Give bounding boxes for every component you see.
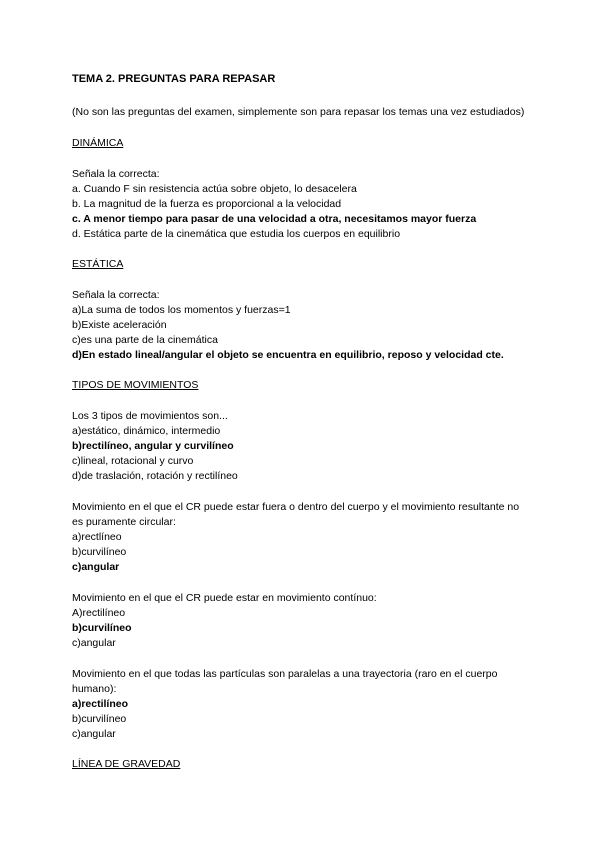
option-d-correct: d)En estado lineal/angular el objeto se encuentra en equilibrio, reposo y velocidad cte.	[72, 349, 504, 361]
option-a: a)estático, dinámico, intermedio	[72, 425, 221, 437]
question-prompt: Señala la correcta:	[72, 289, 160, 301]
option-a-correct: a)rectilíneo	[72, 698, 129, 710]
option-c-correct: c. A menor tiempo para pasar de una velocidad a otra, necesitamos mayor fuerza	[72, 213, 477, 225]
question-tipos-3	[72, 591, 532, 651]
option-d: d)de traslación, rotación y rectilíneo	[72, 470, 238, 482]
question-prompt: Señala la correcta:	[72, 168, 160, 180]
option-c: c)lineal, rotacional y curvo	[72, 455, 194, 467]
option-a: a)rectlíneo	[72, 531, 122, 543]
question-prompt: Movimiento en el que el CR puede estar en movimiento contínuo:	[72, 592, 377, 604]
section-heading-estatica: ESTÁTICA	[72, 258, 124, 270]
question-prompt: Movimiento en el que el CR puede estar fuera o dentro del cuerpo y el movimiento resultante no es puramente circular:	[72, 501, 520, 528]
option-d: d. Estática parte de la cinemática que estudia los cuerpos en equilibrio	[72, 228, 401, 240]
option-b-correct: b)rectilíneo, angular y curvilíneo	[72, 440, 234, 452]
document-page	[72, 72, 532, 772]
section-heading-linea: LÍNEA DE GRAVEDAD	[72, 758, 181, 770]
option-b: b)Existe aceleración	[72, 319, 167, 331]
question-estatica	[72, 288, 532, 363]
option-c: c)es una parte de la cinemática	[72, 334, 218, 346]
question-tipos-4	[72, 667, 532, 742]
option-c: c)angular	[72, 637, 116, 649]
option-c: c)angular	[72, 728, 116, 740]
option-b: b)curvilíneo	[72, 713, 127, 725]
option-a: a. Cuando F sin resistencia actúa sobre objeto, lo desacelera	[72, 183, 357, 195]
option-a: A)rectilíneo	[72, 607, 126, 619]
option-b: b)curvilíneo	[72, 546, 127, 558]
question-prompt: Movimiento en el que todas las partículas son paralelas a una trayectoria (raro en el cuerpo humano):	[72, 668, 498, 695]
question-prompt: Los 3 tipos de movimientos son...	[72, 410, 228, 422]
question-dinamica	[72, 167, 532, 242]
option-a: a)La suma de todos los momentos y fuerzas=1	[72, 304, 291, 316]
option-b-correct: b)curvilíneo	[72, 622, 132, 634]
document-title: TEMA 2. PREGUNTAS PARA REPASAR	[72, 73, 276, 85]
question-tipos-2	[72, 500, 532, 575]
section-heading-tipos: TIPOS DE MOVIMIENTOS	[72, 379, 199, 391]
option-b: b. La magnitud de la fuerza es proporcional a la velocidad	[72, 198, 342, 210]
section-heading-dinamica: DINÁMICA	[72, 137, 124, 149]
question-tipos-1	[72, 409, 532, 484]
intro-text: (No son las preguntas del examen, simplemente son para repasar los temas una vez estudiados)	[72, 106, 525, 118]
option-c-correct: c)angular	[72, 561, 120, 573]
